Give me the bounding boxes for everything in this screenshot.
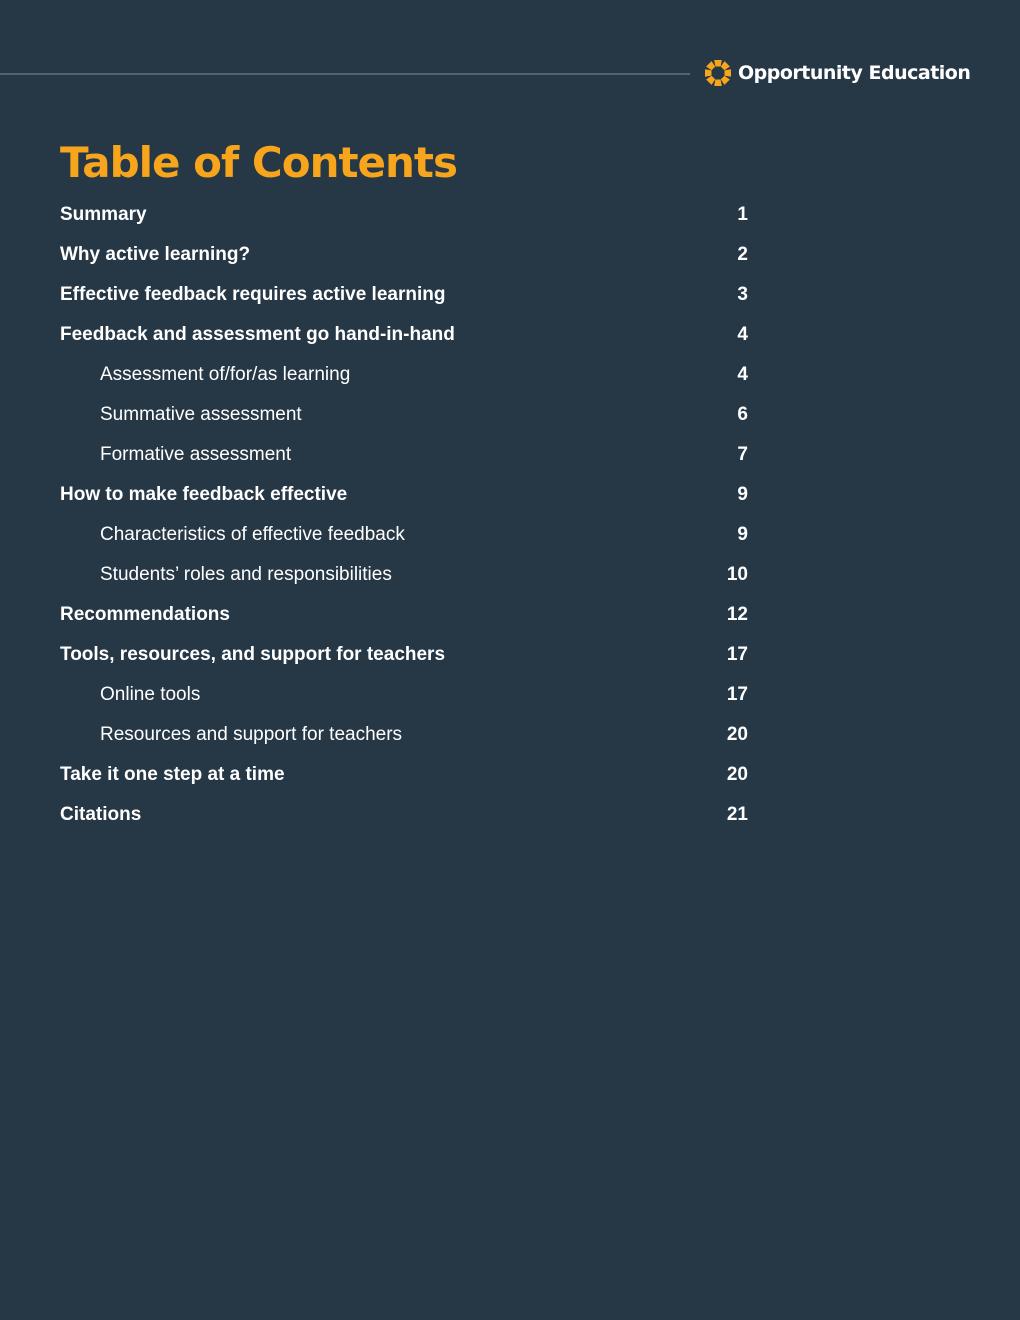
toc-entry-label: Summary xyxy=(60,204,147,225)
toc-entry[interactable] xyxy=(60,315,750,355)
toc-entry-label: Why active learning? xyxy=(60,244,251,265)
toc-entry-label: Summative assessment xyxy=(100,404,302,425)
toc-entry-label: Online tools xyxy=(100,684,201,705)
toc-entry-label: Feedback and assessment go hand-in-hand xyxy=(60,324,455,345)
toc-subentry[interactable] xyxy=(60,515,750,555)
toc-page-number: 7 xyxy=(737,444,748,465)
toc-entry[interactable] xyxy=(60,795,750,835)
toc-page-number: 17 xyxy=(726,684,748,705)
toc-page-number: 9 xyxy=(737,524,748,545)
toc-entry[interactable] xyxy=(60,635,750,675)
toc-entry-label: Formative assessment xyxy=(100,444,292,465)
toc-entry-label: Citations xyxy=(60,804,142,825)
toc-page-number: 2 xyxy=(737,244,748,265)
toc-page-number: 4 xyxy=(737,364,748,385)
toc-entry[interactable] xyxy=(60,195,750,235)
toc-entry-label: Assessment of/for/as learning xyxy=(100,364,351,385)
toc-page-number: 10 xyxy=(726,564,748,585)
toc-entry-label: How to make feedback effective xyxy=(60,484,348,505)
toc-page-number: 9 xyxy=(737,484,748,505)
toc-page-number: 6 xyxy=(737,404,748,425)
toc-page-number: 20 xyxy=(726,764,748,785)
toc-page-number: 12 xyxy=(726,604,748,625)
toc-subentry[interactable] xyxy=(60,355,750,395)
toc-subentry[interactable] xyxy=(60,715,750,755)
toc-entry[interactable] xyxy=(60,755,750,795)
toc-entry-label: Recommendations xyxy=(60,604,230,625)
table-of-contents xyxy=(60,195,750,835)
header-divider xyxy=(0,73,690,75)
toc-entry[interactable] xyxy=(60,595,750,635)
toc-subentry[interactable] xyxy=(60,395,750,435)
toc-entry-label: Resources and support for teachers xyxy=(100,724,403,745)
toc-entry-label: Characteristics of effective feedback xyxy=(100,524,405,545)
toc-page-number: 20 xyxy=(726,724,748,745)
toc-entry[interactable] xyxy=(60,275,750,315)
toc-page-number: 3 xyxy=(737,284,748,305)
toc-entry-label: Students’ roles and responsibilities xyxy=(100,564,392,585)
toc-page-number: 17 xyxy=(726,644,748,665)
brand-lockup xyxy=(704,58,970,88)
toc-entry[interactable] xyxy=(60,475,750,515)
toc-entry[interactable] xyxy=(60,235,750,275)
brand-name: Opportunity Education xyxy=(738,62,971,84)
toc-subentry[interactable] xyxy=(60,555,750,595)
toc-entry-label: Tools, resources, and support for teachers xyxy=(60,644,446,665)
toc-subentry[interactable] xyxy=(60,435,750,475)
page-title: Table of Contents xyxy=(60,138,458,187)
toc-subentry[interactable] xyxy=(60,675,750,715)
toc-page-number: 21 xyxy=(726,804,748,825)
toc-entry-label: Effective feedback requires active learning xyxy=(60,284,446,305)
toc-page-number: 4 xyxy=(737,324,748,345)
toc-entry-label: Take it one step at a time xyxy=(60,764,285,785)
sunburst-logo-icon xyxy=(704,59,732,87)
toc-page-number: 1 xyxy=(737,204,748,225)
